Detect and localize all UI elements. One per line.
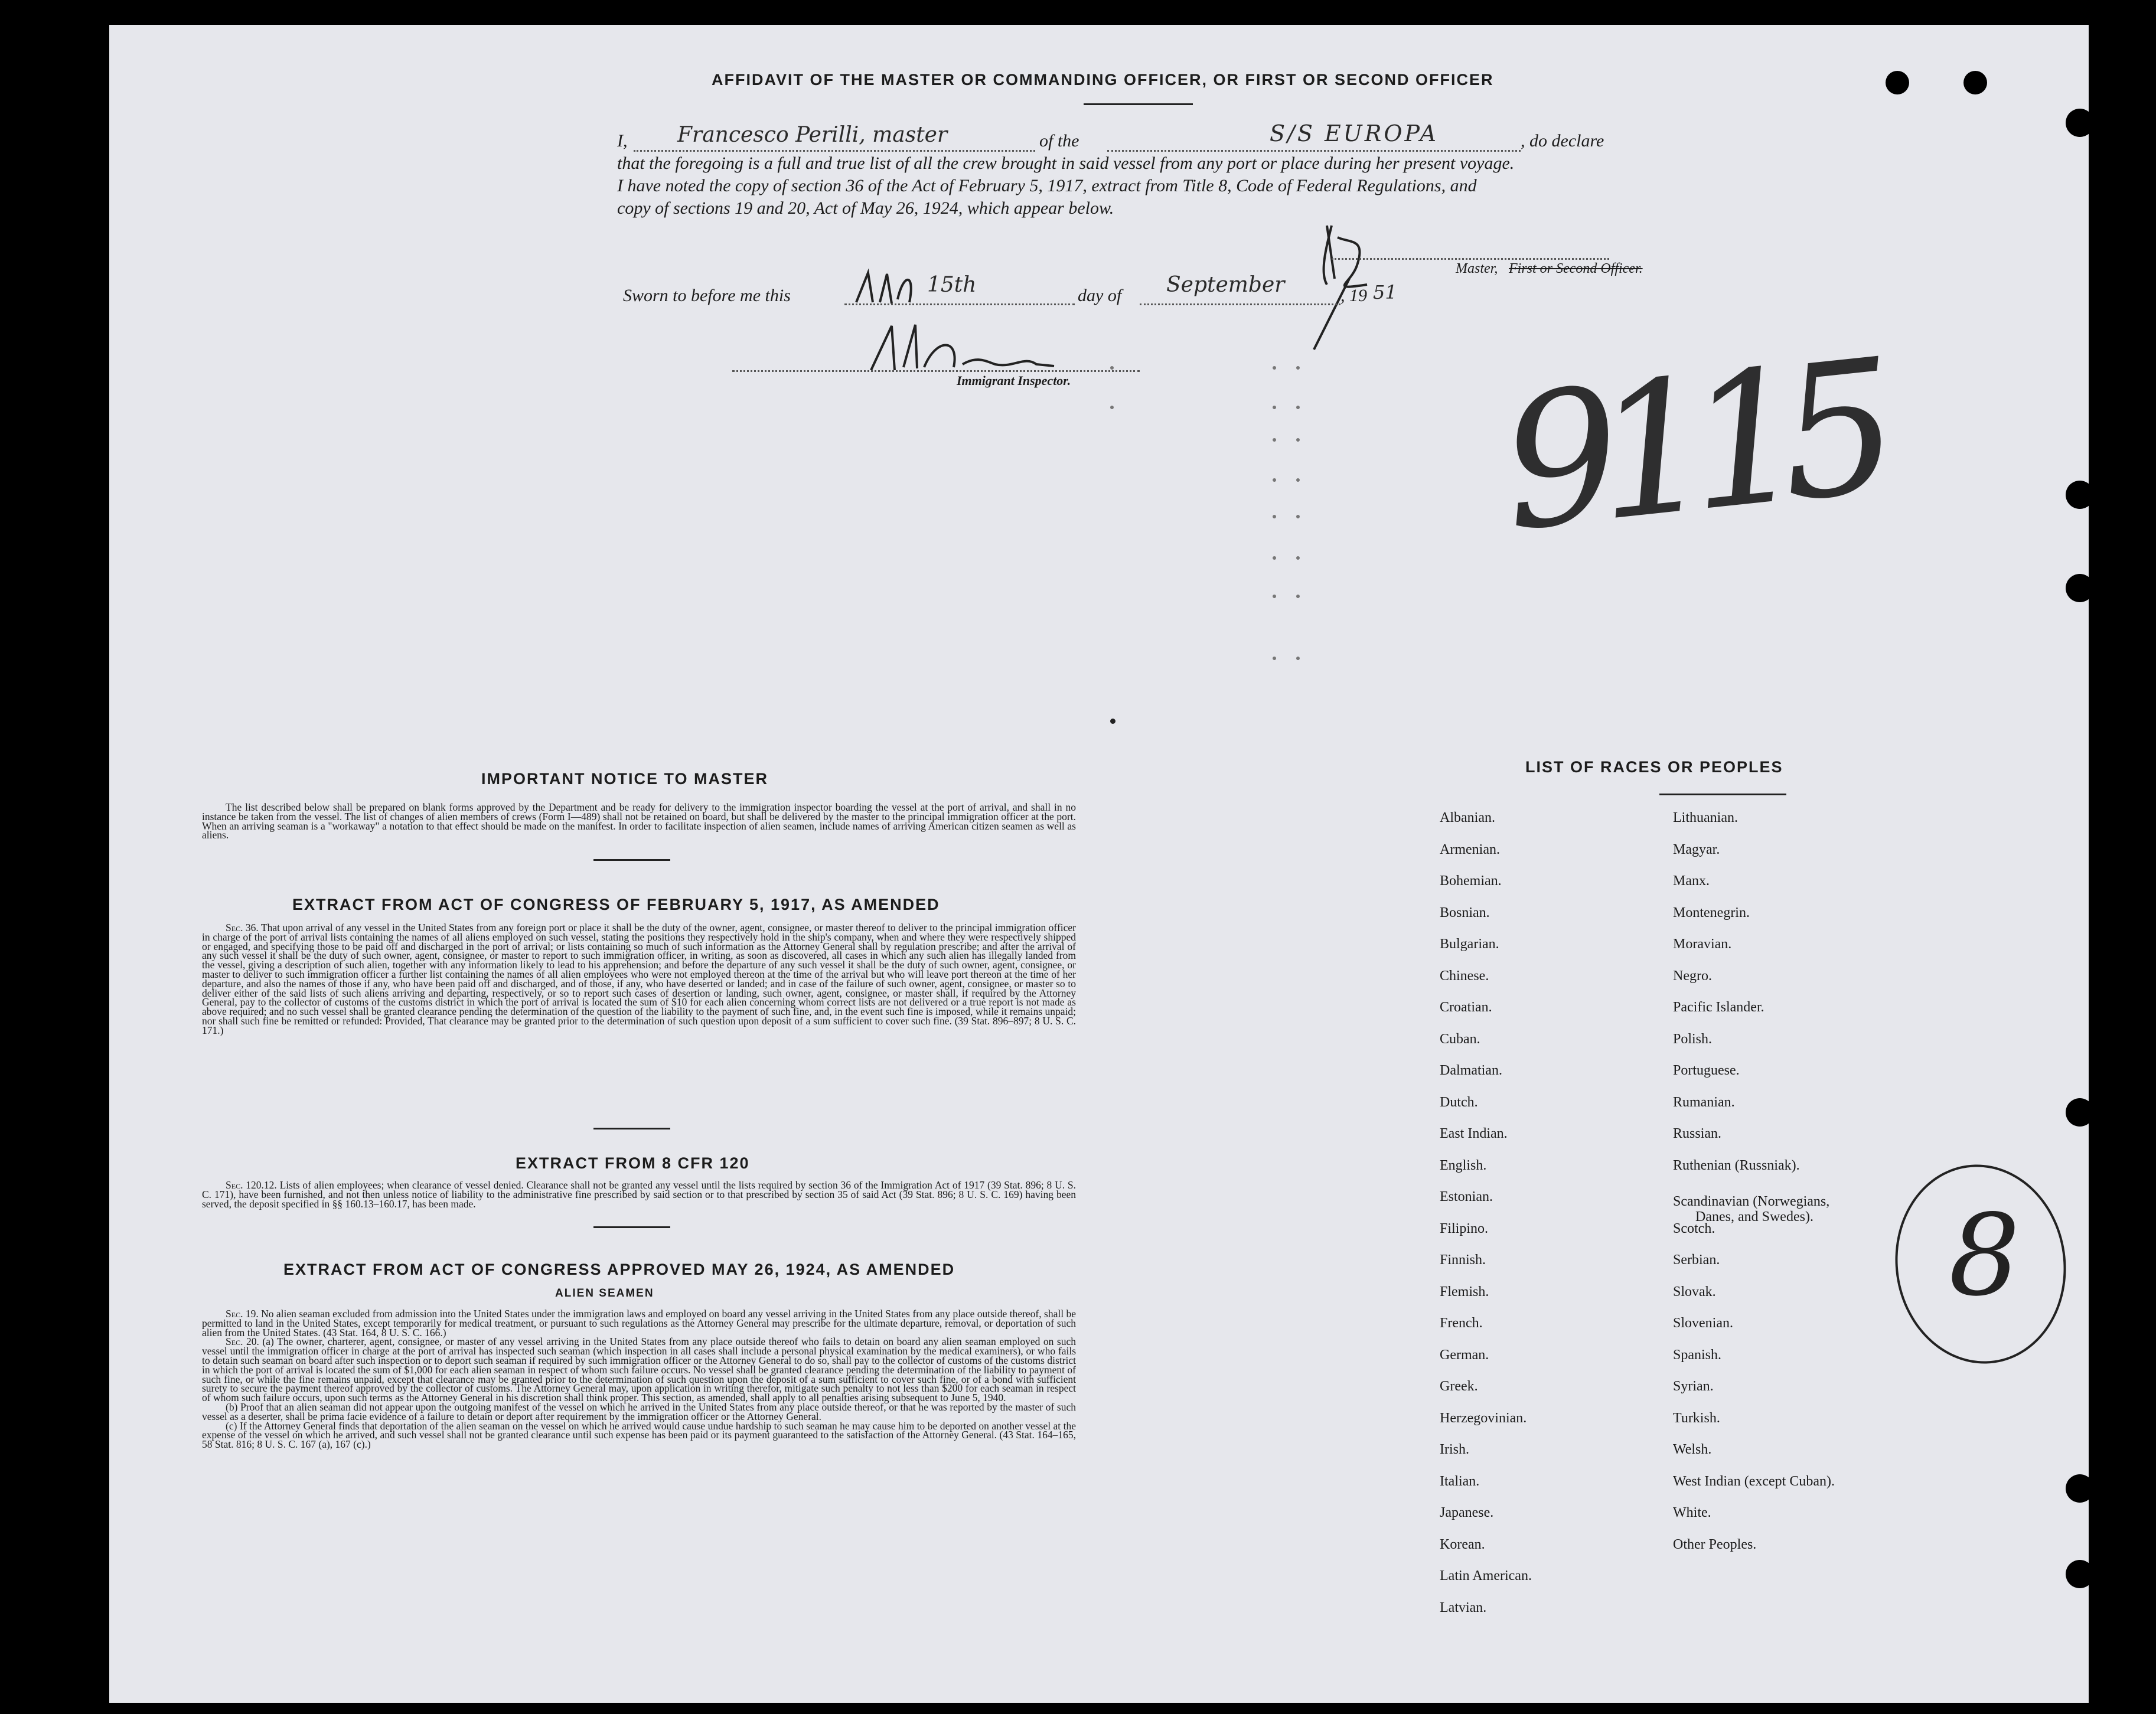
sec20c-text: (c) If the Attorney General finds that deportation of the alien seaman on the vessel on which he arrived would cause undue hardship to such seaman he may cause him to be deported on another vessel at the expense of the vessel on which he arrived, and such vessel shall not be granted clearance until such expense has been paid or its payment guaranteed to the satisfaction of the Attorney General. (43 Stat. 164–165, 58 Stat. 816; 8 U. S. C. 167 (a), 167 (c).) [202, 1419, 1076, 1451]
race-item: Other Peoples. [1673, 1536, 1757, 1552]
sec20-text: (a) The owner, charterer, agent, consignee, or master of any vessel arriving in the United States from any place outside thereof who fails to detain on board any alien seaman employed on such vessel until the immigration officer in charge at the port of arrival has inspected such seaman (which inspection in all cases shall include a personal physical examination by the medical examiners), or who fails to detain such seaman on board after such inspection or to deport such seaman if required by such immigration officer or the Attorney General to do so, shall pay to the collector of customs of the customs district in which the port of arrival is located the sum of $1,000 for each alien seaman in respect of whom such failure occurs. No vessel shall be granted clearance pending the determination of the liability to payment of such fine, or while the fine remains unpaid, except that clearance may be granted prior to the determination of such question upon the deposit of a sum sufficient to cover such fine, or of a bond with sufficient surety to secure the payment thereof approved by the collector of customs. The Attorney General may, upon application in writing therefor, mitigate such penalty to not less than $200 for each seaman in respect of whom such failure occurs, upon such terms as the Attorney General in his discretion shall think proper. This section, as amended, shall apply to all penalties arising subsequent to June 5, 1940. [202, 1336, 1076, 1404]
race-item: Chinese. [1440, 968, 1489, 984]
affidavit-line-3: I have noted the copy of section 36 of the Act of February 5, 1917, extract from Title 8, Code of Federal Regulations, and [617, 176, 1477, 195]
of-the-label: of the [1039, 131, 1079, 151]
inspector-signature [859, 314, 1166, 379]
signature-line [1332, 258, 1609, 260]
form-page [109, 25, 2089, 1703]
inspector-label: Immigrant Inspector. [957, 373, 1071, 388]
vessel-handwritten: S/S EUROPA [1270, 120, 1439, 146]
race-item: Korean. [1440, 1536, 1485, 1552]
race-item: Armenian. [1440, 841, 1500, 857]
race-item: Scandinavian (Norwegians, [1673, 1194, 1830, 1209]
race-item: Japanese. [1440, 1505, 1494, 1520]
race-item: Magyar. [1673, 841, 1720, 857]
race-item: Spanish. [1673, 1347, 1722, 1363]
punch-hole [2066, 1474, 2089, 1503]
section-label: Sec. 120.12. [226, 1179, 277, 1191]
inspector-initials [844, 267, 939, 308]
race-item: Pacific Islander. [1673, 1000, 1764, 1015]
extract-1924-body [202, 1310, 1076, 1449]
race-item: Filipino. [1440, 1220, 1489, 1236]
race-item: Latvian. [1440, 1599, 1487, 1615]
affidavit-title: AFFIDAVIT OF THE MASTER OR COMMANDING OFFICER, OR FIRST OR SECOND OFFICER [712, 71, 1494, 89]
race-item: Bosnian. [1440, 905, 1490, 920]
punch-hole [2066, 574, 2089, 602]
extract-cfr-body [202, 1181, 1076, 1209]
race-item: Moravian. [1673, 936, 1732, 952]
extract-1917-text: That upon arrival of any vessel in the United States from any foreign port or place it shall be the duty of the owner, agent, consignee, or master thereof to deliver to the principal immigration officer in charge of the port of arrival lists containing the names of all aliens employed on such vessel, stating the positions they respectively hold in the ship's company, when and where they were respectively shipped or engaged, and specifying those to be paid off and discharged in the port of arrival; or lists containing so much of such information as the Attorney General shall by regulation prescribe; and after the arrival of any such vessel it shall be the duty of such owner, agent, consignee, or master to report to such immigration officer, in writing, as soon as discovered, all cases in which any such alien has illegally landed from the vessel, giving a description of such alien, together with any information likely to lead to his apprehension; and before the departure of any such vessel it shall be the duty of such owner, agent, consignee, or master to deliver to such immigration officer a further list containing the names of all alien employees who were not employed thereon at the time of the arrival but who will leave port thereon at the time of her departure, and also the names of those if any, who have been paid off and discharged, and of those, if any, who have deserted or landed; and in case of the failure of such owner, agent, consignee, or master so to deliver either of the said lists of such aliens arriving and departing, respectively, or so to report such cases of desertion or landing, such owner, agent, consignee, or master shall, if required by the Attorney General, pay to the collector of customs of the customs district in which the port of arrival is located the sum of $10 for each alien concerning whom correct lists are not delivered or a true report is not made as above required; and no such vessel shall be granted clearance pending the determination of the question of the liability to the payment of such fine, and, in the event such fine is imposed, while it remains unpaid; nor shall such fine be remitted or refunded: Provided, That clearance may be granted prior to the determination of such question upon deposit of a sum sufficient to cover such fine. (39 Stat. 896–897; 8 U. S. C. 171.) [202, 922, 1076, 1036]
section-label: Sec. 36. [226, 922, 259, 933]
race-item: White. [1673, 1505, 1711, 1520]
race-item: Danes, and Swedes). [1695, 1209, 1813, 1225]
struck-officer-label: First or Second Officer. [1509, 261, 1643, 276]
race-item: Welsh. [1673, 1442, 1712, 1457]
race-item: Irish. [1440, 1442, 1469, 1457]
extract-1924-subtitle: ALIEN SEAMEN [555, 1287, 654, 1300]
divider [593, 1128, 670, 1129]
race-item: Portuguese. [1673, 1063, 1740, 1078]
race-item: Lithuanian. [1673, 810, 1738, 825]
race-item: East Indian. [1440, 1126, 1508, 1141]
inspector-line [732, 370, 1140, 372]
sworn-label: Sworn to before me this [623, 286, 791, 305]
sworn-month-line [1140, 303, 1340, 305]
race-item: Bulgarian. [1440, 936, 1499, 952]
race-item: Croatian. [1440, 1000, 1492, 1015]
race-item: Montenegrin. [1673, 905, 1750, 920]
vessel-line [1107, 150, 1521, 152]
master-label: Master, [1456, 261, 1498, 276]
race-item: Ruthenian (Russniak). [1673, 1157, 1800, 1173]
sec20b-text: (b) Proof that an alien seaman did not appear upon the outgoing manifest of the vessel on which he arrived in the United States from any place outside thereof, or that he was reported by the master of such vessel as a deserter, shall be prima facie evidence of a failure to detain or deport after requirement by the immigration officer or the Attorney General. [202, 1400, 1076, 1422]
punch-hole [2066, 1098, 2089, 1127]
name-handwritten: Francesco Perilli, master [677, 123, 948, 147]
race-item: Russian. [1673, 1126, 1722, 1141]
race-item: Cuban. [1440, 1031, 1480, 1047]
section-label: Sec. 20. [226, 1336, 259, 1348]
race-item: Slovenian. [1673, 1315, 1733, 1331]
affidavit-i: I, [617, 131, 628, 151]
race-item: Syrian. [1673, 1379, 1714, 1394]
race-item: English. [1440, 1157, 1487, 1173]
year-handwritten: 51 [1373, 281, 1397, 303]
race-item: Turkish. [1673, 1410, 1720, 1426]
race-item: Scotch. [1673, 1220, 1715, 1236]
extract-cfr-text: Lists of alien employees; when clearance of vessel denied. Clearance shall not be granted any vessel until the lists required by section 36 of the Immigration Act of 1917 (39 Stat. 896; 8 U. S. C. 171), have been furnished, and not then unless notice of liability to the administrative fine prescribed by said section or to that prescribed by section 35 of said Act (39 Stat. 896; 8 U. S. C. 169) having been served, the deposit specified in §§ 160.13–160.17, has been made. [202, 1179, 1076, 1210]
race-item: Finnish. [1440, 1252, 1486, 1268]
big-number-annotation: 9115 [1492, 321, 1885, 572]
race-item: German. [1440, 1347, 1489, 1363]
punch-hole [1963, 71, 1987, 94]
sec19-text: No alien seaman excluded from admission into the United States under the immigration laws and employed on board any vessel arriving in the United States from any place outside thereof, shall be permitted to land in the United States, except temporarily for medical treatment, or pursuant to such regulations as the Attorney General may prescribe for the ultimate departure, removal, or deportation of such alien from the United States. (43 Stat. 164, 8 U. S. C. 166.) [202, 1308, 1076, 1338]
punch-hole [2066, 481, 2089, 509]
circled-number-value: 8 [1949, 1190, 2020, 1321]
section-label: Sec. 19. [226, 1308, 259, 1320]
race-item: Italian. [1440, 1473, 1480, 1489]
race-item: Flemish. [1440, 1284, 1489, 1300]
race-item: Dutch. [1440, 1094, 1478, 1110]
race-item: West Indian (except Cuban). [1673, 1473, 1835, 1489]
punch-hole [2066, 1560, 2089, 1588]
extract-1917-body [202, 923, 1076, 1036]
race-item: Slovak. [1673, 1284, 1716, 1300]
race-item: Dalmatian. [1440, 1063, 1502, 1078]
day-of-label: day of [1078, 286, 1122, 305]
notice-body [202, 803, 1076, 840]
race-item: Albanian. [1440, 810, 1495, 825]
extract-cfr-title: EXTRACT FROM 8 CFR 120 [516, 1154, 750, 1172]
divider [593, 1226, 670, 1228]
punch-hole [2066, 109, 2089, 137]
affidavit-line-2: that the foregoing is a full and true list of all the crew brought in said vessel from any port or place during her present voyage. [617, 154, 1515, 173]
race-item: Bohemian. [1440, 873, 1502, 889]
divider [593, 859, 670, 861]
sworn-month-handwritten: September [1166, 273, 1285, 297]
race-item: Serbian. [1673, 1252, 1720, 1268]
extract-1924-title: EXTRACT FROM ACT OF CONGRESS APPROVED MAY 26, 1924, AS AMENDED [283, 1261, 955, 1278]
divider [1084, 103, 1193, 105]
race-item: Latin American. [1440, 1568, 1532, 1584]
race-item: Negro. [1673, 968, 1712, 984]
race-item: Estonian. [1440, 1189, 1493, 1204]
race-item: French. [1440, 1315, 1483, 1331]
notice-title: IMPORTANT NOTICE TO MASTER [481, 770, 768, 788]
race-item: Polish. [1673, 1031, 1713, 1047]
race-item: Greek. [1440, 1379, 1478, 1394]
year-prefix: , 19 [1340, 286, 1367, 305]
name-line [634, 150, 1035, 152]
race-item: Herzegovinian. [1440, 1410, 1527, 1426]
do-declare-label: , do declare [1521, 131, 1604, 151]
affidavit-line-4: copy of sections 19 and 20, Act of May 26, 1924, which appear below. [617, 198, 1114, 218]
race-item: Manx. [1673, 873, 1710, 889]
races-title: LIST OF RACES OR PEOPLES [1525, 758, 1783, 776]
divider [1659, 794, 1786, 795]
race-item: Rumanian. [1673, 1094, 1735, 1110]
extract-1917-title: EXTRACT FROM ACT OF CONGRESS OF FEBRUARY 5, 1917, AS AMENDED [292, 896, 940, 913]
punch-hole [1886, 71, 1909, 94]
sworn-day-handwritten: 15th [927, 273, 977, 297]
notice-text: The list described below shall be prepared on blank forms approved by the Department and be ready for delivery to the immigration inspector boarding the vessel at the port of arrival, and shall in no instance be taken from the vessel. The list of changes of alien members of crews (Form I—489) shall not be retained on board, but shall be delivered by the master to the principal immigration officer at the port. When an arriving seaman is a "workaway" a notation to that effect should be made on the manifest. In order to facilitate inspection of alien seamen, include names of arriving American citizen seamen as well as aliens. [202, 801, 1076, 841]
